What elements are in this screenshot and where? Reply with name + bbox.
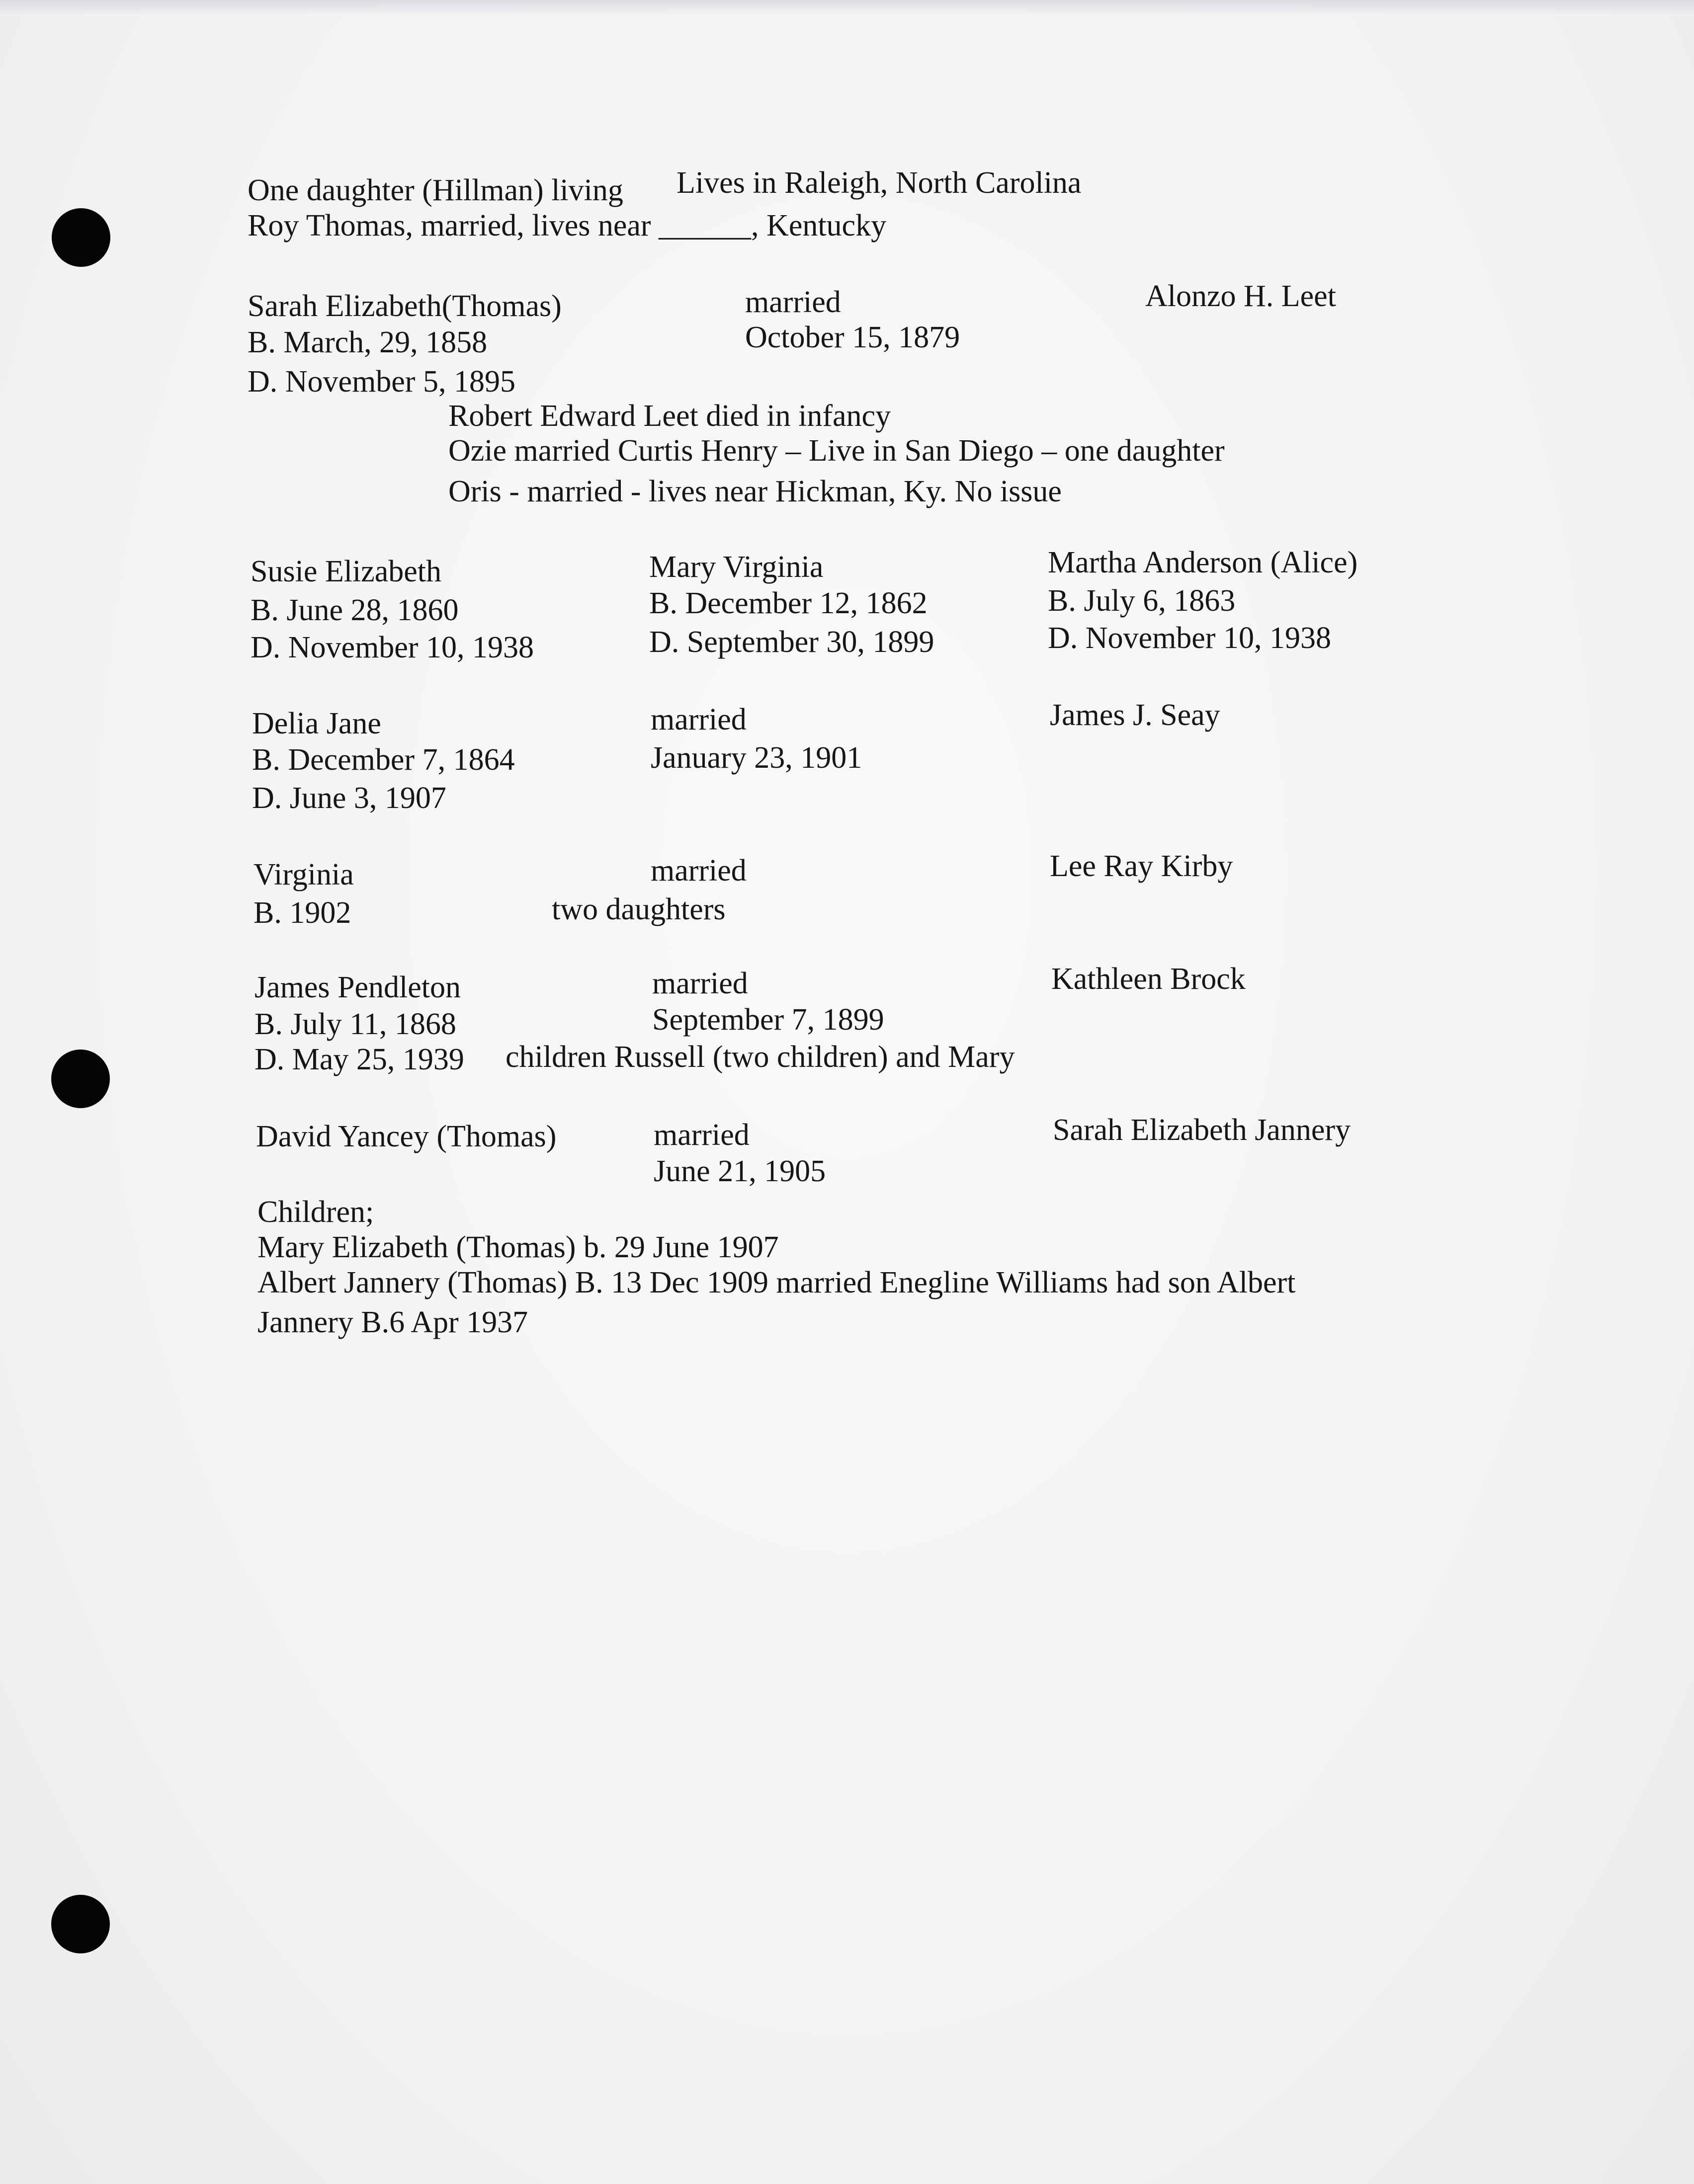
sarah-child-oris: Oris - married - lives near Hickman, Ky. No issue [448, 475, 1062, 508]
sarah-name: Sarah Elizabeth(Thomas) [248, 289, 562, 323]
virginia-birth: B. 1902 [254, 896, 351, 930]
sarah-married: married [745, 285, 841, 319]
delia-spouse: James J. Seay [1050, 698, 1220, 732]
mary-name: Mary Virginia [649, 550, 824, 584]
child-mary-elizabeth: Mary Elizabeth (Thomas) b. 29 June 1907 [257, 1230, 779, 1264]
martha-birth: B. July 6, 1863 [1048, 584, 1236, 618]
james-birth: B. July 11, 1868 [254, 1007, 456, 1041]
david-spouse: Sarah Elizabeth Jannery [1053, 1113, 1351, 1147]
mary-birth: B. December 12, 1862 [649, 586, 928, 620]
virginia-name: Virginia [254, 858, 354, 891]
james-married: married [652, 967, 748, 1000]
delia-name: Delia Jane [252, 707, 381, 740]
scan-top-edge [0, 0, 1694, 15]
susie-death: D. November 10, 1938 [251, 631, 534, 664]
susie-birth: B. June 28, 1860 [251, 593, 459, 627]
delia-marriage-date: January 23, 1901 [651, 741, 862, 775]
sarah-child-robert: Robert Edward Leet died in infancy [448, 399, 891, 433]
virginia-spouse: Lee Ray Kirby [1050, 849, 1233, 883]
child-albert-line-2: Jannery B.6 Apr 1937 [257, 1305, 528, 1339]
punch-hole-bottom [51, 1895, 110, 1953]
david-married: married [654, 1118, 750, 1152]
sarah-marriage-date: October 15, 1879 [745, 321, 960, 354]
susie-name: Susie Elizabeth [251, 555, 441, 588]
virginia-married: married [651, 854, 747, 888]
david-name: David Yancey (Thomas) [256, 1120, 557, 1153]
virginia-children: two daughters [552, 892, 726, 926]
punch-hole-top [52, 208, 110, 267]
line-one-daughter: One daughter (Hillman) living [248, 173, 623, 207]
sarah-spouse: Alonzo H. Leet [1145, 279, 1336, 313]
sarah-birth: B. March, 29, 1858 [248, 325, 488, 359]
martha-death: D. November 10, 1938 [1048, 621, 1331, 655]
punch-hole-middle [51, 1050, 110, 1108]
delia-birth: B. December 7, 1864 [252, 743, 515, 777]
children-label: Children; [257, 1195, 374, 1229]
mary-death: D. September 30, 1899 [649, 625, 934, 659]
line-roy-thomas: Roy Thomas, married, lives near ______, Kentucky [248, 209, 887, 243]
sarah-child-ozie: Ozie married Curtis Henry – Live in San Diego – one daughter [448, 434, 1225, 468]
james-death: D. May 25, 1939 [254, 1043, 464, 1076]
line-lives-raleigh: Lives in Raleigh, North Carolina [677, 166, 1082, 200]
james-marriage-date: September 7, 1899 [652, 1003, 884, 1037]
james-name: James Pendleton [254, 971, 461, 1004]
sarah-death: D. November 5, 1895 [248, 365, 515, 399]
delia-married: married [651, 703, 747, 736]
delia-death: D. June 3, 1907 [252, 781, 446, 815]
james-children: children Russell (two children) and Mary [506, 1040, 1015, 1074]
james-spouse: Kathleen Brock [1051, 962, 1246, 996]
martha-name: Martha Anderson (Alice) [1048, 546, 1358, 579]
david-marriage-date: June 21, 1905 [654, 1154, 826, 1188]
child-albert-line-1: Albert Jannery (Thomas) B. 13 Dec 1909 married Enegline Williams had son Albert [257, 1266, 1296, 1299]
